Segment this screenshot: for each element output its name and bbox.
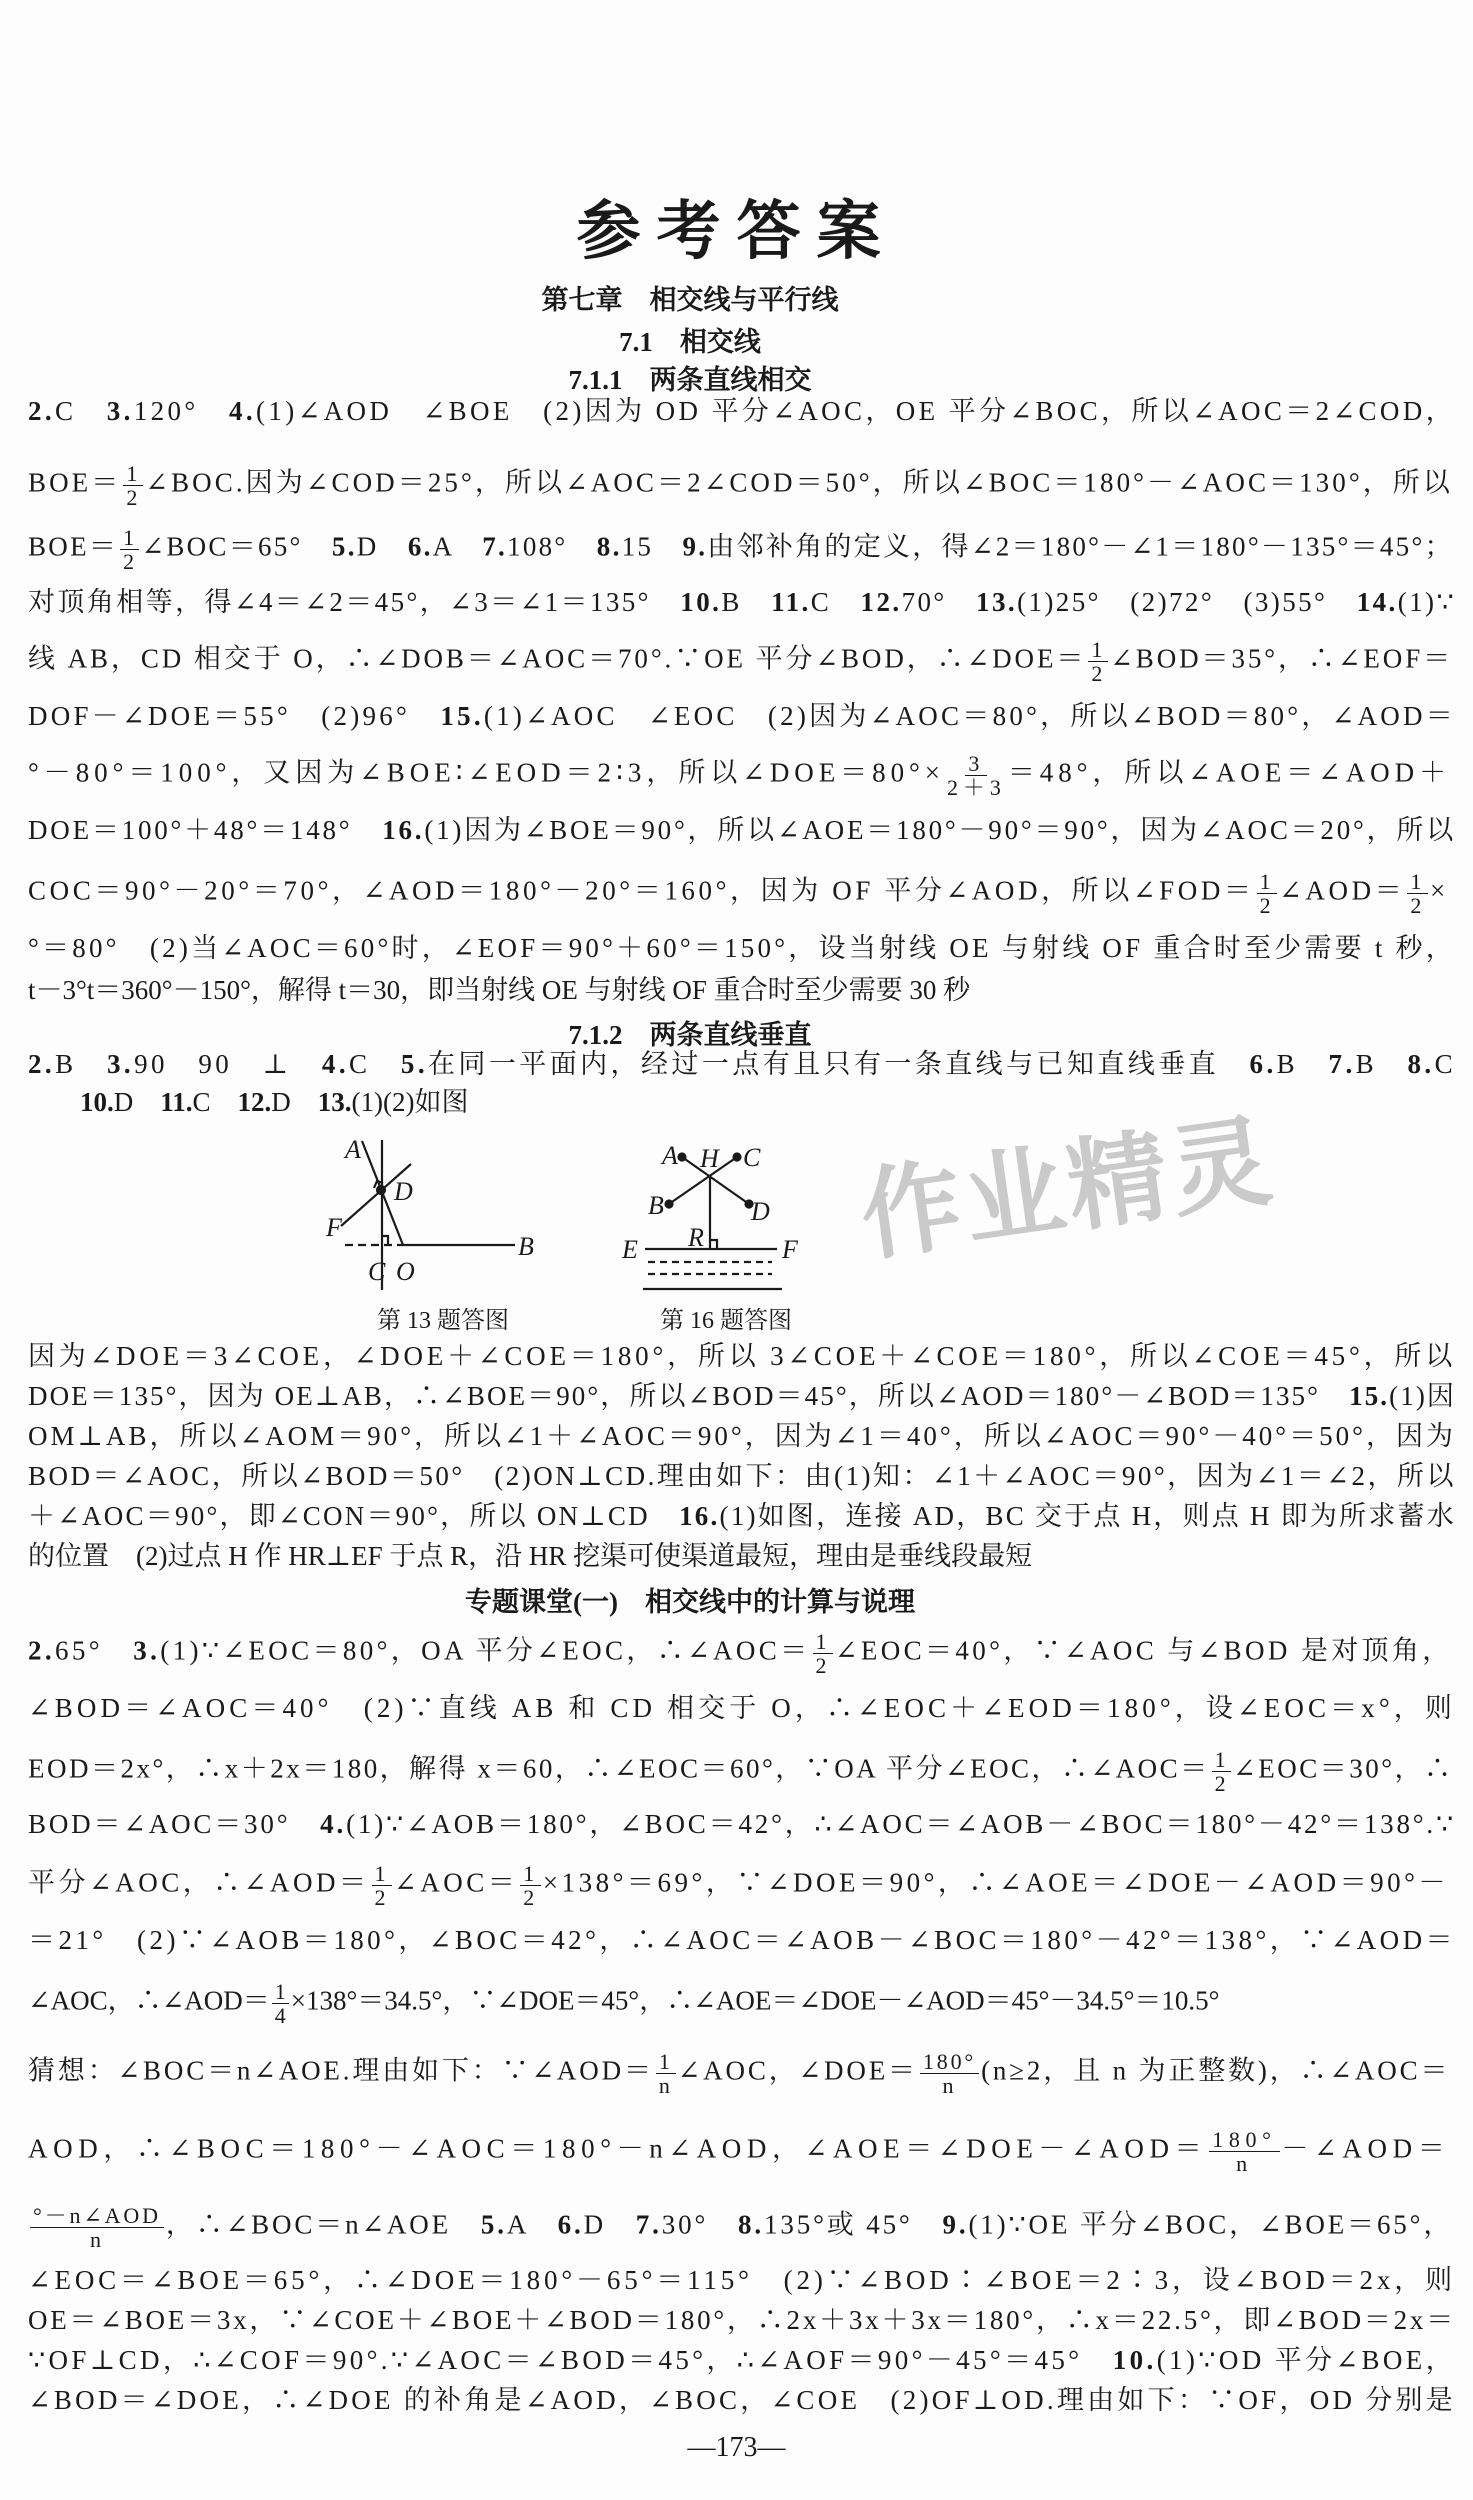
question-number: 7.: [1328, 1049, 1356, 1079]
page-number: —173—: [687, 2432, 786, 2463]
text-run: (1)∠AOC ∠EOC (2)因为∠AOC＝80°，所以∠BOD＝80°，∠AOD＝: [483, 701, 1456, 731]
denominator: 2: [1091, 661, 1106, 685]
question-number: 6.: [1249, 1049, 1277, 1079]
question-number: 3.: [106, 1049, 135, 1079]
subsection-heading-7-1-1: 7.1.1 两条直线相交: [568, 365, 812, 395]
numerator: 1: [372, 1862, 393, 1886]
numerator: 1: [120, 526, 139, 550]
text-run: ＝48°，所以∠AOE＝∠AOD＋: [1007, 757, 1452, 788]
question-number: 3.: [133, 1635, 161, 1666]
numerator: 1: [272, 1980, 289, 2004]
label-D: D: [751, 1197, 770, 1226]
answer-line: [28, 393, 1456, 429]
answer-line: [28, 2382, 1456, 2418]
text-run: t－3°t＝360°－150°，解得 t＝30，即当射线 OE 与射线 OF 重合时至少需要 30 秒: [28, 975, 971, 1005]
text-run: ∠EOC＝40°，∵∠AOC 与∠BOD 是对顶角，: [834, 1635, 1453, 1666]
fraction: [1212, 1748, 1232, 1795]
text-run: ＋∠AOC＝90°，即∠CON＝90°，所以 ON⊥CD: [28, 1501, 680, 1531]
text-run: (1)∠AOD ∠BOE (2)因为 OD 平分∠AOC，OE 平分∠BOC，所以∠AOC＝2∠COD，: [256, 396, 1456, 426]
page-title: 参考答案: [576, 196, 897, 267]
question-number: 4.: [321, 1049, 350, 1079]
text-run: (1)∵∠EOC＝80°，OA 平分∠EOC，∴∠AOC＝: [160, 1635, 811, 1666]
answer-line: [28, 1458, 1456, 1494]
fraction: [920, 2050, 979, 2097]
label-A: A: [662, 1141, 678, 1170]
question-number: 11.: [771, 587, 811, 617]
label-B: B: [518, 1232, 534, 1261]
text-run: DOE＝100°＋48°＝148°: [28, 815, 383, 845]
question-number: 6.: [557, 2209, 584, 2240]
denominator: 2: [1214, 1771, 1229, 1795]
question-number: 11.: [160, 1087, 193, 1117]
denominator: 2: [123, 549, 137, 573]
label-D: D: [394, 1177, 413, 1206]
fraction: [656, 2050, 676, 2097]
text-run: ∠AOC＝: [394, 1867, 519, 1898]
answer-line: [28, 1690, 1456, 1726]
denominator: 2: [1410, 893, 1425, 917]
text-run: (1)因: [1389, 1381, 1456, 1411]
text-run: (1)因为∠BOE＝90°，所以∠AOE＝180°－90°＝90°，因为∠AOC＝20°，所以: [424, 815, 1456, 845]
answer-line: [28, 1980, 1456, 2027]
text-run: ∠BOC＝65°: [141, 531, 332, 562]
question-number: 8.: [596, 531, 622, 562]
question-number: 10.: [680, 587, 722, 617]
question-number: 13.: [976, 587, 1018, 617]
text-run: ∠EOC＝30°，∴: [1233, 1753, 1454, 1784]
answer-line: [28, 1630, 1456, 1677]
answer-line: [28, 1338, 1456, 1374]
topic-heading: 专题课堂(一) 相交线中的计算与说理: [465, 1587, 915, 1617]
numerator: 1: [1257, 870, 1278, 894]
label-E: E: [622, 1235, 638, 1264]
fraction: [120, 526, 139, 573]
question-number: 15.: [440, 701, 484, 731]
text-run: DOF－∠DOE＝55° (2)96°: [28, 701, 441, 731]
text-run: C: [192, 1087, 238, 1117]
text-run: ，∴∠BOC＝n∠AOE: [165, 2209, 481, 2240]
section-heading: 7.1 相交线: [619, 327, 761, 357]
text-run: BOD＝∠AOC，所以∠BOD＝50° (2)ON⊥CD.理由如下：由(1)知：∠1＋∠AOC＝90°，因为∠1＝∠2，所以: [28, 1461, 1456, 1491]
answer-line: [28, 1922, 1456, 1958]
chapter-heading: 第七章 相交线与平行线: [541, 285, 839, 315]
text-run: C: [810, 587, 861, 617]
fraction: [1088, 638, 1108, 685]
label-O: O: [396, 1257, 415, 1286]
label-H: H: [700, 1144, 719, 1173]
text-run: ∠AOC，∠DOE＝: [677, 2055, 918, 2086]
text-run: 108°: [507, 531, 597, 562]
question-number: 2.: [28, 1049, 56, 1079]
question-number: 5.: [331, 531, 357, 562]
question-number: 5.: [400, 1049, 428, 1079]
question-number: 14.: [1356, 587, 1398, 617]
text-run: C: [1434, 1049, 1456, 1079]
text-run: ∠AOD＝: [1279, 875, 1406, 906]
fraction: [272, 1980, 289, 2027]
denominator: 2: [815, 1653, 830, 1677]
answer-line: [28, 2050, 1456, 2097]
numerator: 180°: [1209, 2128, 1279, 2152]
answer-line: [28, 812, 1456, 848]
text-run: OM⊥AB，所以∠AOM＝90°，所以∠1＋∠AOC＝90°，因为∠1＝40°，所以∠AOC＝90°－40°＝50°，因为: [28, 1421, 1456, 1451]
text-run: D: [583, 2209, 636, 2240]
answer-line: [28, 584, 1456, 620]
question-number: 10.: [1112, 2345, 1157, 2375]
numerator: 1: [813, 1630, 833, 1654]
question-number: 8.: [738, 2209, 764, 2240]
text-run: (n≥2，且 n 为正整数)，∴∠AOC＝: [981, 2055, 1451, 2086]
question-number: 2.: [28, 1635, 55, 1666]
fraction: [947, 752, 1006, 799]
fraction: [1257, 870, 1278, 917]
text-run: (1)∵OE 平分∠BOC，∠BOE＝65°，: [968, 2209, 1454, 2240]
answer-line: [28, 462, 1456, 509]
label-A: A: [345, 1135, 361, 1164]
text-run: 由邻补角的定义，得∠2＝180°－∠1＝180°－135°＝45°；: [707, 531, 1454, 562]
text-run: A: [432, 531, 483, 562]
text-run: °＝80° (2)当∠AOC＝60°时，∠EOF＝90°＋60°＝150°，设当射线 OE 与射线 OF 重合时至少需要 t 秒，: [28, 933, 1456, 963]
text-run: (1)(2)如图: [351, 1087, 469, 1117]
text-run: B: [1276, 1049, 1329, 1079]
text-run: A: [506, 2209, 558, 2240]
text-run: 120°: [133, 396, 229, 426]
text-run: ∠BOD＝35°，∴∠EOF＝: [1110, 643, 1454, 674]
text-run: AOD，∴∠BOC＝180°－∠AOC＝180°－n∠AOD，∠AOE＝∠DOE－∠AOD＝: [28, 2133, 1208, 2164]
answer-line: [28, 752, 1456, 799]
fraction: [123, 462, 143, 509]
numerator: 3: [965, 752, 987, 776]
question-number: 10.: [80, 1087, 114, 1117]
question-number: 16.: [382, 815, 425, 845]
question-number: 12.: [860, 587, 902, 617]
denominator: 2: [374, 1885, 390, 1909]
answer-line: [28, 1498, 1456, 1534]
watermark: 作业精灵: [854, 1105, 1282, 1274]
answer-line: [28, 638, 1456, 685]
label-F: F: [782, 1235, 798, 1264]
text-run: 135°或 45°: [764, 2209, 943, 2240]
answer-line: [28, 1046, 1456, 1082]
text-run: 在同一平面内，经过一点有且只有一条直线与已知直线垂直: [428, 1049, 1250, 1079]
text-run: (1)∵OD 平分∠BOE，: [1156, 2345, 1456, 2375]
text-run: ×138°＝69°，∵∠DOE＝90°，∴∠AOE＝∠DOE－∠AOD＝90°－: [542, 1867, 1449, 1898]
figure-16-caption: 第 16 题答图: [660, 1308, 792, 1334]
denominator: 2: [1259, 893, 1275, 917]
text-run: 70°: [901, 587, 977, 617]
text-run: BOD＝∠AOC＝30°: [28, 1809, 321, 1839]
answer-line: [28, 1748, 1456, 1795]
text-run: ×: [1429, 875, 1449, 906]
question-number: 12.: [237, 1087, 272, 1117]
text-run: 15: [621, 531, 683, 562]
answer-line: [28, 2262, 1456, 2298]
text-run: C: [349, 1049, 401, 1079]
text-run: 平分∠AOC，∴∠AOD＝: [28, 1867, 370, 1898]
text-run: D: [271, 1087, 318, 1117]
answer-line: [28, 1538, 1456, 1574]
answer-line: [28, 2342, 1456, 2378]
fraction: [372, 1862, 393, 1909]
answer-line: [28, 1862, 1456, 1909]
fraction: [813, 1630, 833, 1677]
text-run: (1)∵: [1397, 587, 1456, 617]
text-run: －∠AOD＝: [1281, 2133, 1451, 2164]
text-run: BOE＝: [28, 467, 122, 498]
numerator: 1: [1212, 1748, 1232, 1772]
text-run: C: [55, 396, 107, 426]
text-run: B: [1355, 1049, 1408, 1079]
text-run: BOE＝: [28, 531, 119, 562]
question-number: 15.: [1349, 1381, 1390, 1411]
answer-line: [28, 526, 1456, 573]
text-run: 65°: [55, 1635, 134, 1666]
text-run: B: [55, 1049, 107, 1079]
numerator: 1: [656, 2050, 676, 2074]
fraction: [1209, 2128, 1279, 2175]
denominator: n: [90, 2227, 104, 2251]
answer-line: [28, 698, 1456, 734]
label-R: R: [688, 1223, 704, 1252]
text-run: COC＝90°－20°＝70°，∠AOD＝180°－20°＝160°，因为 OF 平分∠AOD，所以∠FOD＝: [28, 875, 1255, 906]
question-number: 2.: [28, 396, 56, 426]
denominator: 2: [523, 1885, 538, 1909]
answer-line: [28, 870, 1456, 917]
answer-line: [28, 972, 1456, 1008]
question-number: 4.: [320, 1809, 347, 1839]
denominator: n: [1236, 2151, 1253, 2175]
text-run: 因为∠DOE＝3∠COE，∠DOE＋∠COE＝180°，所以 3∠COE＋∠COE＝180°，所以∠COE＝45°，所以: [28, 1341, 1456, 1371]
answer-line: [28, 930, 1456, 966]
numerator: 1: [1407, 870, 1428, 894]
question-number: 9.: [942, 2209, 969, 2240]
text-run: 猜想：∠BOC＝n∠AOE.理由如下：∵∠AOD＝: [28, 2055, 654, 2086]
label-C: C: [368, 1257, 386, 1286]
denominator: 4: [274, 2003, 286, 2027]
text-run: (1)∵∠AOB＝180°，∠BOC＝42°，∴∠AOC＝∠AOB－∠BOC＝180°－42°＝138°.∵: [346, 1809, 1456, 1839]
question-number: 5.: [480, 2209, 507, 2240]
question-number: 9.: [682, 531, 708, 562]
question-number: 13.: [317, 1087, 352, 1117]
text-run: 的位置 (2)过点 H 作 HR⊥EF 于点 R，沿 HR 挖渠可使渠道最短，理由是垂线段最短: [28, 1541, 1033, 1571]
fraction: [30, 2204, 164, 2251]
text-run: ∠AOC，∴∠AOD＝: [28, 1985, 270, 2016]
question-number: 3.: [106, 396, 134, 426]
question-number: 8.: [1407, 1049, 1435, 1079]
question-number: 16.: [679, 1501, 720, 1531]
text-run: OE＝∠BOE＝3x，∵∠COE＋∠BOE＋∠BOD＝180°，∴2x＋3x＋3x＝180°，∴x＝22.5°，即∠BOD＝2x＝: [28, 2305, 1456, 2335]
answer-line: [28, 2302, 1456, 2338]
text-run: ∠BOC.因为∠COD＝25°，所以∠AOC＝2∠COD＝50°，所以∠BOC＝180°－∠AOC＝130°，所以: [145, 467, 1453, 498]
text-run: (1)25° (2)72° (3)55°: [1017, 587, 1357, 617]
numerator: 1: [1088, 638, 1108, 662]
numerator: °－n∠AOD: [30, 2204, 164, 2228]
point-D: [377, 1186, 385, 1194]
figure-13-labels: [325, 1135, 534, 1286]
text-run: ∠BOD＝∠DOE，∴∠DOE 的补角是∠AOD，∠BOC，∠COE (2)OF⊥OD.理由如下：∵OF，OD 分别是: [28, 2385, 1456, 2415]
text-run: ∠BOD＝∠AOC＝40° (2)∵直线 AB 和 CD 相交于 O，∴∠EOC＋∠EOD＝180°，设∠EOC＝x°，则: [28, 1693, 1456, 1723]
fraction: [520, 1862, 541, 1909]
label-B: B: [648, 1191, 664, 1220]
denominator: n: [942, 2073, 957, 2097]
text-run: ＝21° (2)∵∠AOB＝180°，∠BOC＝42°，∴∠AOC＝∠AOB－∠BOC＝180°－42°＝138°，∵∠AOD＝: [28, 1925, 1456, 1955]
answer-line: [28, 2128, 1456, 2175]
text-run: ×138°＝34.5°，∵∠DOE＝45°，∴∠AOE＝∠DOE－∠AOD＝45°－34.5°＝10.5°: [290, 1985, 1220, 2016]
numerator: 180°: [920, 2050, 979, 2074]
text-run: D: [113, 1087, 161, 1117]
answer-line: [28, 2204, 1456, 2251]
text-run: 90 90 ⊥: [134, 1049, 322, 1079]
text-run: (1)如图，连接 AD，BC 交于点 H，则点 H 即为所求蓄水: [719, 1501, 1456, 1531]
text-run: 30°: [661, 2209, 739, 2240]
text-run: B: [721, 587, 772, 617]
denominator: 2＋3: [946, 775, 1006, 799]
denominator: 2: [126, 485, 141, 509]
text-run: D: [356, 531, 408, 562]
label-F: F: [326, 1213, 342, 1242]
figure-13-caption: 第 13 题答图: [377, 1308, 509, 1334]
text-run: EOD＝2x°，∴x＋2x＝180，解得 x＝60，∴∠EOC＝60°，∵OA 平分∠EOC，∴∠AOC＝: [28, 1753, 1210, 1784]
fraction: [1407, 870, 1428, 917]
question-number: 4.: [228, 396, 256, 426]
denominator: n: [658, 2073, 673, 2097]
subsection-heading-7-1-2: 7.1.2 两条直线垂直: [568, 1020, 812, 1050]
text-run: ∵OF⊥CD，∴∠COF＝90°.∵∠AOC＝∠BOD＝45°，∴∠AOF＝90°－45°＝45°: [28, 2345, 1113, 2375]
question-number: 7.: [482, 531, 508, 562]
answer-line: [28, 1378, 1456, 1414]
text-run: 线 AB，CD 相交于 O，∴∠DOB＝∠AOC＝70°.∵OE 平分∠BOD，∴∠DOE＝: [28, 643, 1087, 674]
answer-line: [28, 1418, 1456, 1454]
label-C: C: [743, 1143, 761, 1172]
question-number: 7.: [635, 2209, 662, 2240]
numerator: 1: [520, 1862, 541, 1886]
numerator: 1: [123, 462, 143, 486]
answer-line: [28, 1806, 1456, 1842]
text-run: 对顶角相等，得∠4＝∠2＝45°，∠3＝∠1＝135°: [28, 587, 681, 617]
text-run: °－80°＝100°，又因为∠BOE∶∠EOD＝2∶3，所以∠DOE＝80°×: [28, 757, 945, 788]
text-run: ∠EOC＝∠BOE＝65°，∴∠DOE＝180°－65°＝115° (2)∵∠BOD∶∠BOE＝2∶3，设∠BOD＝2x，则: [28, 2265, 1456, 2295]
question-number: 6.: [407, 531, 433, 562]
text-run: DOE＝135°，因为 OE⊥AB，∴∠BOE＝90°，所以∠BOD＝45°，所以∠AOD＝180°－∠BOD＝135°: [28, 1381, 1350, 1411]
